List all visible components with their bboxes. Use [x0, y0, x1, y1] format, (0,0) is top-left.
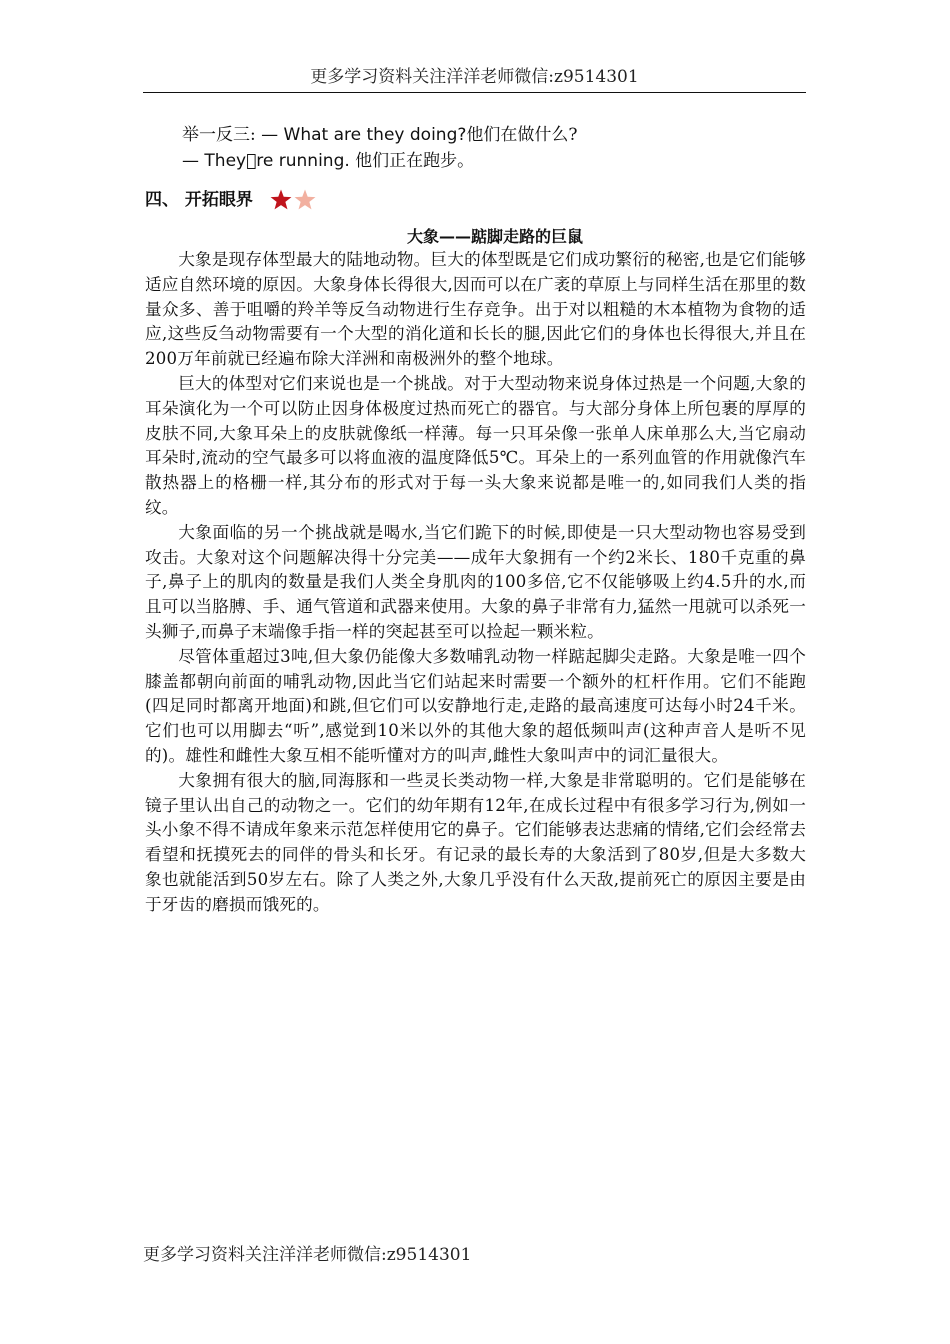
article-paragraph: 大象是现存体型最大的陆地动物。巨大的体型既是它们成功繁衍的秘密,也是它们能够适应自然环境的原因。大象身体长得很大,因而可以在广袤的草原上与同样生活在那里的数量众多、善于咀嚼的羚羊等反刍动物进行生存竞争。出于对以粗糙的木本植物为食物的适应,这些反刍动物需要有一个大型的消化道和长长的腿,因此它们的身体也长得很大,并且在200万年前就已经遍布除大洋洲和南极洲外的整个地球。	[145, 250, 806, 369]
rating-stars	[269, 188, 317, 212]
article-body	[145, 248, 806, 918]
example-question-en: — What are they doing?	[261, 125, 467, 145]
page-footer: 更多学习资料关注洋洋老师微信:z9514301	[143, 1245, 472, 1265]
article-paragraph: 尽管体重超过3吨,但大象仍能像大多数哺乳动物一样踮起脚尖走路。大象是唯一四个膝盖都朝向前面的哺乳动物,因此当它们站起来时需要一个额外的杠杆作用。它们不能跑(四足同时都离开地面)和跳,但它们可以安静地行走,走路的最高速度可达每小时24千米。它们也可以用脚去“听”,感觉到10米以外的其他大象的超低频叫声(这种声音人是听不见的)。雄性和雌性大象互相不能听懂对方的叫声,雌性大象叫声中的词汇量很大。	[145, 646, 806, 765]
article-title: 大象——踮脚走路的巨鼠	[406, 227, 583, 246]
header-rule	[143, 92, 806, 93]
section-title: 四、 开拓眼界	[145, 190, 253, 210]
star-faded-icon	[293, 188, 317, 212]
section-heading	[145, 188, 317, 212]
page-header: 更多学习资料关注洋洋老师微信:z9514301	[310, 67, 639, 87]
article-paragraph: 大象面临的另一个挑战就是喝水,当它们跪下的时候,即使是一只大型动物也容易受到攻击。大象对这个问题解决得十分完美——成年大象拥有一个约2米长、180千克重的鼻子,鼻子上的肌肉的数量是我们人类全身肌肉的100多倍,它不仅能够吸上约4.5升的水,而且可以当胳膊、手、通气管道和武器来使用。大象的鼻子非常有力,猛然一甩就可以杀死一头狮子,而鼻子末端像手指一样的突起甚至可以捡起一颗米粒。	[145, 522, 806, 641]
example-answer-line	[182, 150, 474, 172]
article-paragraph: 巨大的体型对它们来说也是一个挑战。对于大型动物来说身体过热是一个问题,大象的耳朵演化为一个可以防止因身体极度过热而死亡的器官。与大部分身体上所包裹的厚厚的皮肤不同,大象耳朵上的皮肤就像纸一样薄。每一只耳朵像一张单人床单那么大,当它扇动耳朵时,流动的空气最多可以将血液的温度降低5℃。耳朵上的一系列血管的作用就像汽车散热器上的格栅一样,其分布的形式对于每一头大象来说都是唯一的,如同我们人类的指纹。	[145, 373, 806, 517]
example-answer-en: — They re running.	[182, 151, 350, 171]
article-paragraph: 大象拥有很大的脑,同海豚和一些灵长类动物一样,大象是非常聪明的。它们是能够在镜子里认出自己的动物之一。它们的幼年期有12年,在成长过程中有很多学习行为,例如一头小象不得不请成年象来示范怎样使用它的鼻子。它们能够表达悲痛的情绪,它们会经常去看望和抚摸死去的同伴的骨头和长牙。有记录的最长寿的大象活到了80岁,但是大多数大象也就能活到50岁左右。除了人类之外,大象几乎没有什么天敌,提前死亡的原因主要是由于牙齿的磨损而饿死的。	[145, 770, 806, 914]
example-answer-cn: 他们正在跑步。	[349, 151, 475, 171]
example-prefix: 举一反三:	[182, 125, 262, 145]
example-question-line	[182, 124, 578, 146]
example-question-cn: 他们在做什么?	[466, 125, 578, 145]
star-filled-icon	[269, 188, 293, 212]
